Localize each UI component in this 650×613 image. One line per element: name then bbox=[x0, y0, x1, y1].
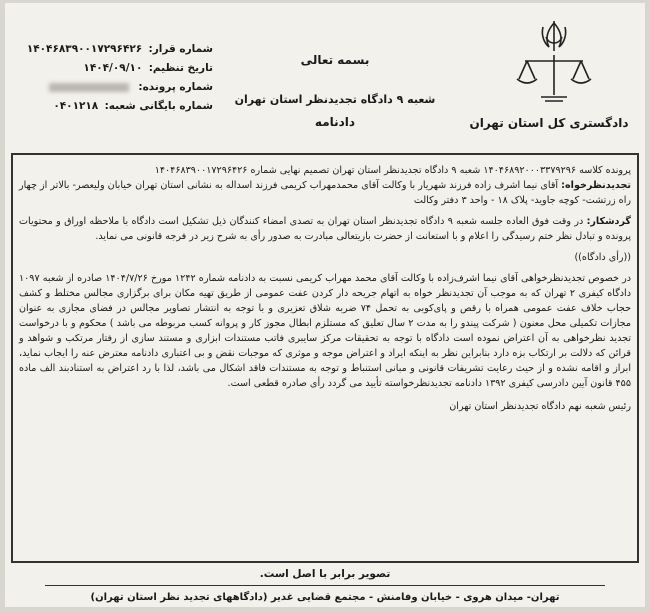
judiciary-emblem-icon bbox=[511, 17, 597, 109]
meta-row-order-number bbox=[13, 40, 213, 59]
footer-divider bbox=[45, 585, 605, 586]
document-meta bbox=[13, 40, 213, 116]
appellant-label: تجدیدنظرخواه: bbox=[561, 180, 631, 191]
case-line: پرونده کلاسه ۱۴۰۴۶۸۹۲۰۰۰۳۳۷۹۲۹۶ شعبه ۹ دادگاه تجدیدنظر استان تهران تصمیم نهایی شماره ۱۴۰۴۶۸۳۹۰۰۱۷۲۹۶۴۲۶ bbox=[154, 165, 631, 176]
opening-label: گردشکار: bbox=[586, 216, 632, 227]
document-page bbox=[5, 3, 645, 607]
verdict-text: در خصوص تجدیدنظرخواهی آقای نیما اشرف‌زاده با وکالت آقای محمد مهراب کریمی نسبت به دادنامه شماره ۱۲۴۲ مورخ ۱۴۰۴/۷/۲۶ صادره از شعبه ۱۰۹۷ دادگاه کیفری ۲ تهران که به موجب آن تجدیدنظر خواه به اتهام جریحه دار کردن عفت عمومی از طریق تهیه مکان برای برگزاری مجالس مختلط و کشف حجاب خلاف عفت عمومی همراه با رقص و پای‌کوبی به تحمل ۷۴ ضربه شلاق تعزیری و با توجه به انتشار تصاویر مجالس در فضای مجازی به عنوان مجازات تکمیلی محل معنون ( شرکت پیندو را به مدت ۲ سال تعلیق که مستلزم ابطال مجوز کار و پروانه کسب مربوطه می باشد ) محکوم و با درخواست تجدید نظرخواهی به آن اعتراض نموده است دادگاه با توجه به تحقیقات مرکز سایبری فاتب مستندات ابزاری و مستند سازی از رفتار مرتکب و شواهد و قرائن که دلالت بر ارتکاب بزه دارد بنابراین نظر به اینکه ایراد و اعتراض موجه و موثری که موجبات نقض و بی اعتباری دادنامه معترض عنه را ایجاب نماید، ابراز و اقامه نشده و از حیث رعایت تشریفات قانونی و مبانی استنباط و توجه به مستندات فاقد اشکال می باشد، لذا با رد اعتراض به استنادبند الف ماده ۴۵۵ قانون آیین دادرسی کیفری ۱۳۹۲ دادنامه تجدیدنظرخواسته تأیید می گردد رأی صادره قطعی است. bbox=[19, 273, 632, 389]
meta-label: تاریخ تنظیم: bbox=[148, 62, 213, 74]
meta-row-archive-number bbox=[13, 97, 213, 116]
opening-paragraph bbox=[19, 214, 631, 244]
court-address: تهران- میدان هروی - خیابان وفامنش - مجتمع قضایی غدیر (دادگاههای تجدید نظر استان تهران) bbox=[90, 592, 560, 603]
meta-row-date bbox=[13, 59, 213, 78]
bismillah-heading: بسمه تعالی bbox=[300, 53, 370, 67]
appellant-text: آقای نیما اشرف زاده فرزند شهریار با وکالت آقای محمدمهراب کریمی فرزند اسداله به نشانی استان تهران خیابان ولیعصر- بالاتر از چهار راه زرتشت- کوچه جاوید- پلاک ۱۸ - واحد ۳ دفتر وکالت bbox=[19, 180, 631, 206]
meta-label: شماره قرار: bbox=[148, 43, 213, 55]
meta-value: ۱۴۰۴۶۸۳۹۰۰۱۷۲۹۶۴۲۶ bbox=[26, 43, 143, 55]
appellant-paragraph bbox=[19, 178, 631, 208]
verdict-heading: ((رأی دادگاه)) bbox=[574, 252, 631, 263]
meta-label: شماره بایگانی شعبه: bbox=[104, 100, 213, 112]
meta-label: شماره پرونده: bbox=[138, 81, 213, 93]
document-header bbox=[5, 3, 645, 155]
meta-value: ۱۴۰۴/۰۹/۱۰ bbox=[83, 62, 143, 74]
court-name: دادگستری کل استان تهران bbox=[469, 116, 629, 130]
document-footer bbox=[5, 565, 645, 606]
document-body bbox=[19, 163, 631, 414]
branch-title: شعبه ۹ دادگاه تجدیدنظر استان تهران bbox=[234, 93, 436, 106]
certified-copy-note: تصویر برابر با اصل است. bbox=[259, 568, 391, 580]
redacted-value bbox=[49, 83, 129, 92]
document-type: دادنامه bbox=[314, 115, 356, 129]
meta-value: ۰۴۰۱۲۱۸ bbox=[53, 100, 99, 112]
opening-text: در وقت فوق العاده جلسه شعبه ۹ دادگاه تجدیدنظر استان تهران به تصدی امضاء کنندگان ذیل تشکیل است دادگاه با ملاحظه اوراق و محتویات پرونده و تبادل نظر ختم رسیدگی را اعلام و با استعانت از حضرت باریتعالی مبادرت به صدور رأی به شرح زیر در فرجه قانونی می نماید. bbox=[19, 216, 631, 242]
meta-row-case-number bbox=[13, 78, 213, 97]
signature-line: رئیس شعبه نهم دادگاه تجدیدنظر استان تهران bbox=[449, 401, 631, 412]
